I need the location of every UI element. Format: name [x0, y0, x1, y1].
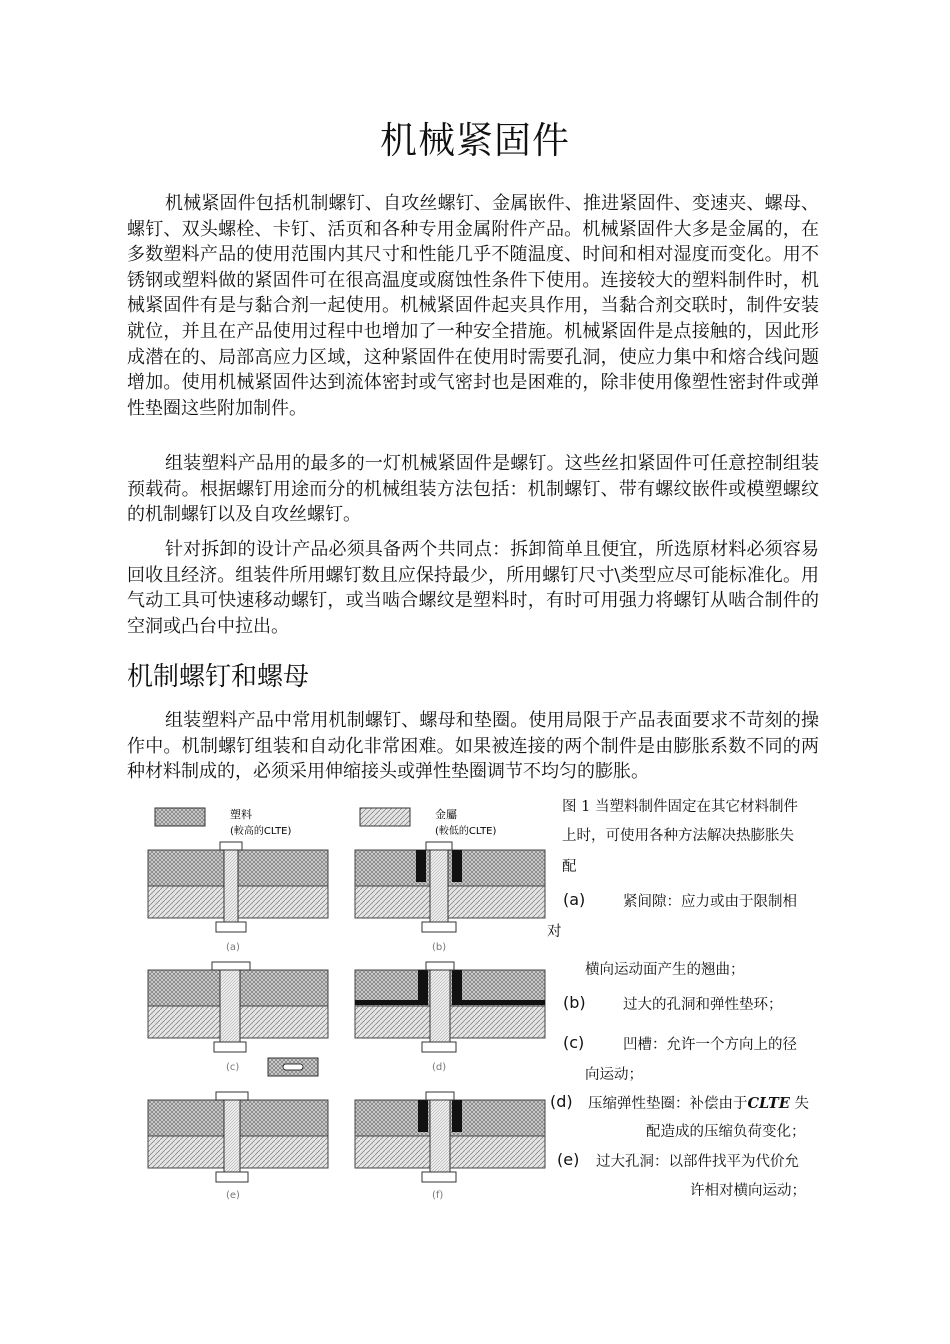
legend-metal-label: 金屬 — [435, 808, 457, 821]
panel-label-a: (a) — [226, 942, 240, 953]
caption-label-d: (d) — [550, 1092, 573, 1111]
caption-intro-3: 配 — [562, 859, 577, 875]
panel-e — [148, 1092, 328, 1182]
panel-label-f: (f) — [432, 1190, 444, 1201]
panel-c — [148, 962, 328, 1076]
paragraph-disassembly: 针对拆卸的设计产品必须具备两个共同点：拆卸简单且便宜，所选原材料必须容易回收且经济。组装件所用螺钉数且应保持最少，所用螺钉尺寸\类型应尽可能标准化。用气动工具可快速移动螺钉，或当啮合螺纹是塑料时，有时可用强力将螺钉从啮合制件的空洞或凸台中拉出。 — [127, 539, 819, 637]
legend-plastic-label: 塑料 — [230, 808, 252, 821]
panel-b — [355, 842, 545, 932]
panel-d — [355, 962, 545, 1052]
caption-text-d-clte: CLTE — [747, 1095, 790, 1112]
caption-text-c-1: 凹槽：允许一个方向上的径 — [623, 1037, 797, 1053]
caption-text-a-3: 横向运动面产生的翘曲； — [585, 962, 745, 978]
paragraph-screws: 组装塑料产品用的最多的一灯机械紧固件是螺钉。这些丝扣紧固件可任意控制组装预载荷。根据螺钉用途而分的机械组装方法包括：机制螺钉、带有螺纹嵌件或模塑螺纹的机制螺钉以及自攻丝螺钉。 — [127, 453, 819, 526]
legend-plastic-clte: (較高的CLTE) — [230, 826, 292, 837]
paragraph-machine-screws: 组装塑料产品中常用机制螺钉、螺母和垫圈。使用局限于产品表面要求不苛刻的操作中。机制螺钉组装和自动化非常困难。如果被连接的两个制件是由膨胀系数不同的两种材料制成的，必须采用伸缩接头或弹性垫圈调节不均匀的膨胀。 — [127, 710, 819, 783]
caption-text-e-2: 许相对横向运动； — [690, 1183, 806, 1199]
panel-label-b: (b) — [432, 942, 447, 953]
caption-text-e-1: 过大孔洞：以部件找平为代价允 — [596, 1154, 799, 1170]
caption-text-b: 过大的孔洞和弹性垫环； — [623, 997, 783, 1013]
caption-intro-1: 图 1 当塑料制件固定在其它材料制件 — [562, 799, 798, 815]
plastic-legend-swatch — [155, 808, 205, 826]
caption-text-d-3: 配造成的压缩负荷变化； — [646, 1124, 806, 1140]
caption-label-e: (e) — [557, 1150, 580, 1169]
panel-a — [148, 842, 328, 932]
page-title: 机械紧固件 — [380, 119, 570, 162]
caption-label-c: (c) — [563, 1033, 585, 1052]
caption-text-d-tail: 失 — [789, 1096, 810, 1112]
caption-label-a: (a) — [563, 890, 586, 909]
caption-text-a-1: 紧间隙：应力或由于限制相 — [623, 894, 797, 910]
caption-text-c-2: 向运动； — [585, 1067, 643, 1083]
caption-text-d-1 — [588, 1094, 809, 1114]
panel-label-d: (d) — [432, 1062, 447, 1073]
caption-label-b: (b) — [563, 993, 586, 1012]
panel-f — [355, 1092, 545, 1182]
caption-text-d-main: 压缩弹性垫圈：补偿由于 — [588, 1096, 748, 1112]
section-heading: 机制螺钉和螺母 — [127, 662, 310, 692]
paragraph-intro: 机械紧固件包括机制螺钉、自攻丝螺钉、金属嵌件、推进紧固件、变速夹、螺母、螺钉、双头螺栓、卡钉、活页和各种专用金属附件产品。机械紧固件大多是金属的，在多数塑料产品的使用范围内其尺寸和性能几乎不随温度、时间和相对湿度而变化。用不锈钢或塑料做的紧固件可在很高温度或腐蚀性条件下使用。连接较大的塑料制件时，机械紧固件有是与黏合剂一起使用。机械紧固件起夹具作用，当黏合剂交联时，制件安装就位，并且在产品使用过程中也增加了一种安全措施。机械紧固件是点接触的，因此形成潜在的、局部高应力区域，这种紧固件在使用时需要孔洞，使应力集中和熔合线问题增加。使用机械紧固件达到流体密封或气密封也是困难的，除非使用像塑性密封件或弹性垫圈这些附加制件。 — [127, 193, 819, 419]
panel-label-e: (e) — [226, 1190, 240, 1201]
caption-text-a-2: 对 — [547, 924, 562, 940]
legend-metal-clte: (較低的CLTE) — [435, 826, 497, 837]
caption-intro-2: 上时，可使用各种方法解决热膨胀失 — [562, 828, 794, 844]
fastener-diagram — [140, 800, 550, 1205]
metal-legend-swatch — [360, 808, 410, 826]
panel-label-c: (c) — [226, 1062, 240, 1073]
